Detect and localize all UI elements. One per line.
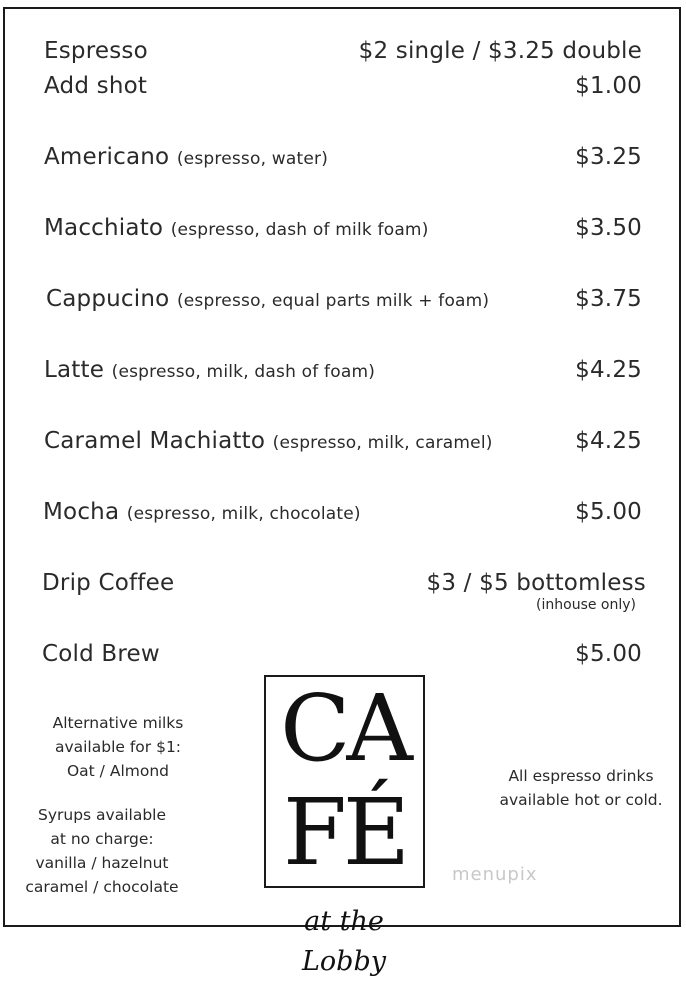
menu-item-caramel-machiatto [0, 425, 686, 457]
divider [424, 926, 679, 927]
item-price: $5.00 [575, 499, 642, 525]
item-description: (espresso, equal parts milk + foam) [176, 291, 490, 311]
item-price: $4.25 [575, 357, 642, 383]
item-price: $3.25 [575, 144, 642, 170]
menu-item-mocha [0, 496, 686, 528]
item-name: Mocha [43, 499, 120, 525]
item-description: (espresso, water) [176, 149, 329, 169]
item-note: (inhouse only) [536, 597, 636, 613]
item-description: (espresso, milk, caramel) [272, 433, 493, 453]
item-name: Drip Coffee [42, 570, 175, 596]
cafe-logo [264, 675, 425, 888]
menu-item-macchiato [0, 212, 686, 244]
item-description: (espresso, dash of milk foam) [170, 220, 429, 240]
item-name: Add shot [44, 73, 148, 99]
alternative-milks-note: Alternative milks available for $1: Oat / Almond [52, 714, 184, 780]
divider [5, 926, 263, 927]
item-name: Espresso [44, 38, 148, 64]
menu-item-espresso [0, 35, 686, 67]
item-name: Caramel Machiatto [44, 428, 266, 454]
item-price: $2 single / $3.25 double [358, 38, 642, 64]
item-price: $3.50 [575, 215, 642, 241]
item-price: $3 / $5 bottomless [426, 570, 646, 596]
logo-text-line1: CA [280, 675, 409, 782]
item-description: (espresso, milk, dash of foam) [111, 362, 376, 382]
item-description: (espresso, milk, chocolate) [126, 504, 361, 524]
item-price: $4.25 [575, 428, 642, 454]
item-name: Americano [44, 144, 170, 170]
menu-item-add-shot [0, 70, 686, 102]
menu-item-cold-brew [0, 638, 686, 670]
logo-text-line2: FÉ [283, 779, 406, 886]
item-price: $3.75 [575, 286, 642, 312]
item-price: $5.00 [575, 641, 642, 667]
menu-item-latte [0, 354, 686, 386]
item-name: Cold Brew [42, 641, 160, 667]
tagline [0, 900, 686, 977]
item-name: Macchiato [44, 215, 164, 241]
item-name: Latte [44, 357, 105, 383]
syrups-note: Syrups available at no charge: vanilla / hazelnut caramel / chocolate [25, 806, 179, 896]
item-name: Cappucino [46, 286, 170, 312]
item-price: $1.00 [575, 73, 642, 99]
menu-item-drip-coffee [0, 567, 686, 615]
hot-or-cold-note: All espresso drinks available hot or cold. [499, 767, 663, 809]
watermark: menupix [452, 864, 538, 885]
menu-item-cappucino [0, 283, 686, 315]
tagline-text: at the Lobby [301, 906, 386, 977]
menu-item-americano [0, 141, 686, 173]
